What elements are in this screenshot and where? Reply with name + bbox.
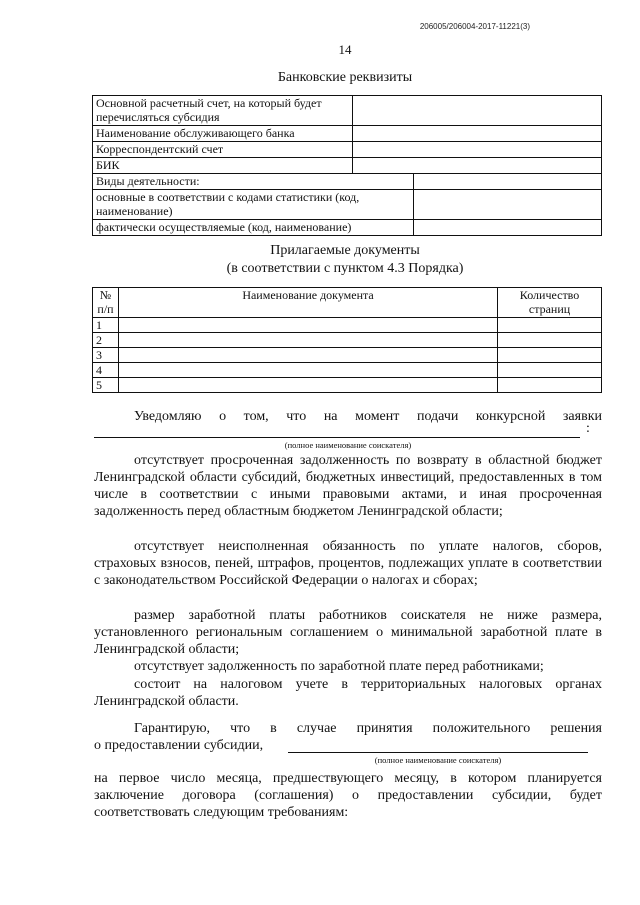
attached-documents-table: [92, 287, 602, 393]
table-row: [93, 158, 602, 174]
col-header-name: Наименование документа: [118, 288, 497, 318]
bank-row-value[interactable]: [352, 96, 601, 126]
bank-row-value[interactable]: [414, 190, 602, 220]
bank-row-label: Виды деятельности:: [93, 174, 414, 190]
page-count-cell[interactable]: [498, 318, 602, 333]
table-row: [93, 220, 602, 236]
document-code: 206005/206004-2017-11221(3): [419, 22, 530, 31]
table-row: [93, 363, 602, 378]
table-row: [93, 318, 602, 333]
applicant-name-caption: (полное наименование соискателя): [284, 440, 412, 450]
bank-row-value[interactable]: [414, 174, 602, 190]
docs-section-subtitle: (в соответствии с пунктом 4.3 Порядка): [226, 261, 464, 276]
table-row: [93, 378, 602, 393]
page-count-cell[interactable]: [498, 363, 602, 378]
col-header-pages: Количество страниц: [498, 288, 602, 318]
document-name-cell[interactable]: [118, 333, 497, 348]
row-number: 4: [93, 363, 119, 378]
guarantee-line-2: о предоставлении субсидии,: [94, 738, 264, 753]
guarantee-line-1: Гарантирую, что в случае принятия положительного решения: [134, 721, 602, 736]
page-count-cell[interactable]: [498, 333, 602, 348]
document-name-cell[interactable]: [118, 318, 497, 333]
applicant-name-field[interactable]: [94, 423, 580, 438]
bank-row-value[interactable]: [352, 158, 601, 174]
table-row: [93, 126, 602, 142]
bank-row-label: БИК: [93, 158, 353, 174]
guarantee-text: на первое число месяца, предшествующего месяцу, в котором планируется заключение договора (соглашения) о предоставлении субсидии, будет соответствовать следующим требованиям:: [94, 771, 602, 820]
table-header-row: [93, 288, 602, 318]
bank-row-value[interactable]: [352, 126, 601, 142]
table-row: [93, 348, 602, 363]
document-name-cell[interactable]: [118, 348, 497, 363]
row-number: 5: [93, 378, 119, 393]
bank-row-value[interactable]: [352, 142, 601, 158]
docs-section-title: Прилагаемые документы: [270, 243, 420, 258]
notice-item: отсутствует неисполненная обязанность по уплате налогов, сборов, страховых взносов, пеней, штрафов, процентов, подлежащих уплате в соответствии с законодательством Российской Федерации о налогах и сборах;: [94, 539, 602, 588]
notice-item: отсутствует просроченная задолженность по возврату в областной бюджет Ленинградской области субсидий, бюджетных инвестиций, предоставленных в том числе в соответствии с иными правовыми актами, и иная просроченная задолженность перед областным бюджетом Ленинградской области;: [94, 453, 602, 519]
guarantee-applicant-field[interactable]: [288, 738, 588, 753]
table-row: [93, 190, 602, 220]
bank-details-table: [92, 95, 602, 236]
bank-row-label: Наименование обслуживающего банка: [93, 126, 353, 142]
row-number: 3: [93, 348, 119, 363]
page-count-cell[interactable]: [498, 378, 602, 393]
page-number: 14: [338, 42, 352, 57]
bank-section-title: Банковские реквизиты: [277, 70, 413, 85]
colon: :: [586, 421, 590, 436]
bank-row-label: Корреспондентский счет: [93, 142, 353, 158]
document-name-cell[interactable]: [118, 378, 497, 393]
bank-row-label: фактически осуществляемые (код, наименование): [93, 220, 414, 236]
table-row: [93, 142, 602, 158]
guarantee-applicant-caption: (полное наименование соискателя): [374, 755, 502, 765]
notice-item: отсутствует задолженность по заработной плате перед работниками;: [134, 659, 544, 674]
page-count-cell[interactable]: [498, 348, 602, 363]
bank-row-label: Основной расчетный счет, на который будет перечисляться субсидия: [93, 96, 353, 126]
document-name-cell[interactable]: [118, 363, 497, 378]
row-number: 1: [93, 318, 119, 333]
bank-row-value[interactable]: [414, 220, 602, 236]
row-number: 2: [93, 333, 119, 348]
notice-item: состоит на налоговом учете в территориальных налоговых органах Ленинградской области.: [94, 677, 602, 709]
table-row: [93, 174, 602, 190]
table-row: [93, 333, 602, 348]
notice-item: размер заработной платы работников соискателя не ниже размера, установленного региональным соглашением о минимальной заработной плате в Ленинградской области;: [94, 608, 602, 657]
notice-lead: Уведомляю о том, что на момент подачи конкурсной заявки: [134, 409, 602, 424]
col-header-number: № п/п: [93, 288, 119, 318]
bank-row-label: основные в соответствии с кодами статистики (код, наименование): [93, 190, 414, 220]
table-row: [93, 96, 602, 126]
